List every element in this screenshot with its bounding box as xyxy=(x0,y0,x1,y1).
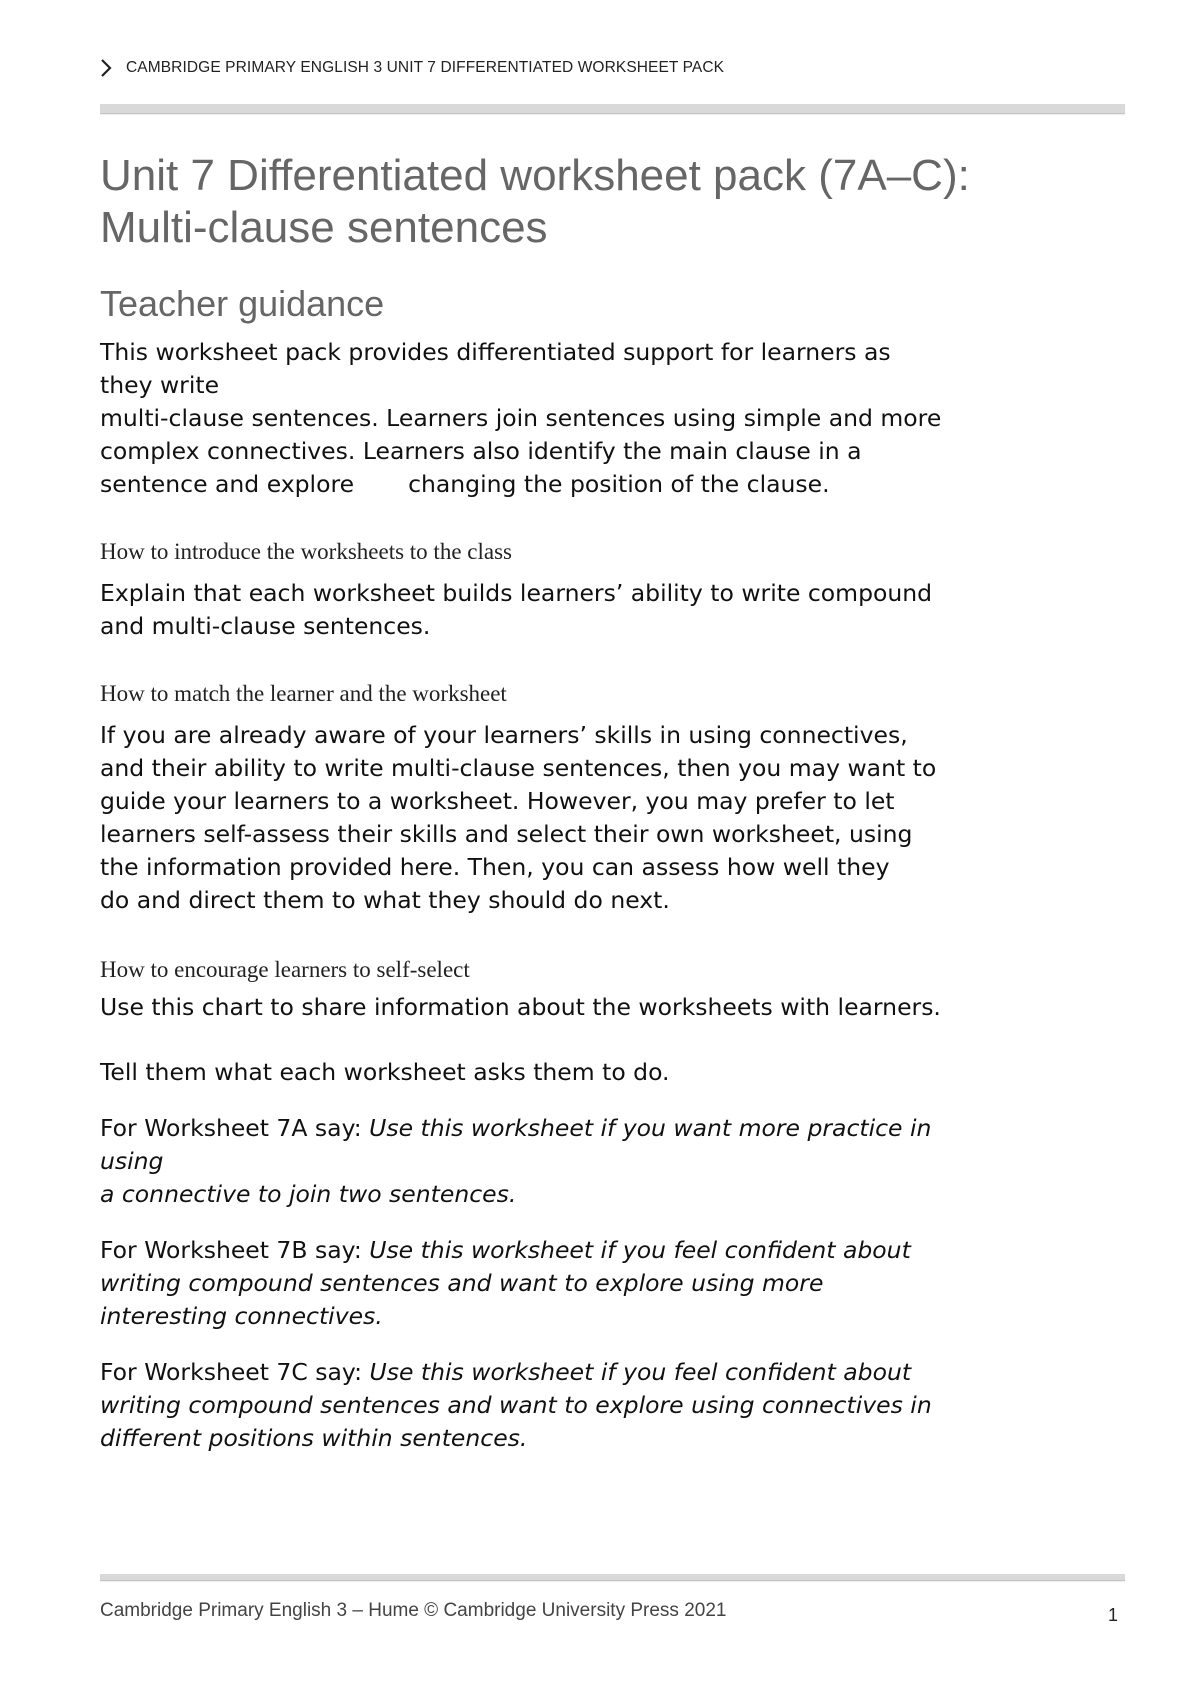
introduce-line: and multi-clause sentences. xyxy=(100,612,431,640)
worksheet-7b-text: interesting connectives. xyxy=(100,1302,383,1330)
intro-line xyxy=(100,468,1130,501)
worksheet-7c-text: writing compound sentences and want to explore using connectives in xyxy=(100,1391,932,1419)
worksheet-7b-lead: For Worksheet 7B say: xyxy=(100,1236,370,1264)
intro-line: complex connectives. Learners also identify the main clause in a xyxy=(100,437,862,465)
worksheet-7c-text: different positions within sentences. xyxy=(100,1424,528,1452)
title-line-1: Unit 7 Differentiated worksheet pack (7A–C): xyxy=(100,151,970,200)
worksheet-7c-text: Use this worksheet if you feel confident about xyxy=(369,1358,912,1386)
intro-line: multi-clause sentences. Learners join sentences using simple and more xyxy=(100,404,942,432)
worksheet-7b-guidance xyxy=(100,1234,1130,1333)
match-line: the information provided here. Then, you can assess how well they xyxy=(100,853,890,881)
introduce-heading: How to introduce the worksheets to the class xyxy=(100,539,512,564)
worksheet-7a-lead: For Worksheet 7A say: xyxy=(100,1114,370,1142)
section-heading: Teacher guidance xyxy=(100,283,385,324)
worksheet-7c-guidance xyxy=(100,1356,1130,1455)
header-divider xyxy=(100,104,1125,114)
worksheet-7a-text: using xyxy=(100,1147,164,1175)
page-title xyxy=(100,150,1130,254)
self-select-paragraph: Use this chart to share information about the worksheets with learners. xyxy=(100,993,941,1021)
worksheet-7b-text: writing compound sentences and want to explore using more xyxy=(100,1269,824,1297)
match-line: and their ability to write multi-clause sentences, then you may want to xyxy=(100,754,937,782)
worksheet-7a-text: a connective to join two sentences. xyxy=(100,1180,517,1208)
worksheet-7b-text: Use this worksheet if you feel confident about xyxy=(369,1236,911,1264)
intro-line: This worksheet pack provides differentiated support for learners as xyxy=(100,338,891,366)
worksheet-7a-text: Use this worksheet if you want more practice in xyxy=(369,1114,932,1142)
match-line: do and direct them to what they should do next. xyxy=(100,886,670,914)
match-line: guide your learners to a worksheet. However, you may prefer to let xyxy=(100,787,895,815)
intro-line-part: changing the position of the clause. xyxy=(408,470,830,498)
self-select-heading: How to encourage learners to self-select xyxy=(100,957,470,982)
intro-line-part: sentence and explore xyxy=(100,470,355,498)
footer-divider xyxy=(100,1574,1125,1581)
match-line: learners self-assess their skills and select their own worksheet, using xyxy=(100,820,913,848)
match-line: If you are already aware of your learners’ skills in using connectives, xyxy=(100,721,908,749)
running-title: CAMBRIDGE PRIMARY ENGLISH 3 UNIT 7 DIFFERENTIATED WORKSHEET PACK xyxy=(126,59,725,76)
intro-paragraph xyxy=(100,336,1130,501)
intro-line: they write xyxy=(100,371,220,399)
worksheet-7a-guidance xyxy=(100,1112,1130,1211)
introduce-line: Explain that each worksheet builds learners’ ability to write compound xyxy=(100,579,933,607)
introduce-paragraph xyxy=(100,577,1130,643)
footer-credit: Cambridge Primary English 3 – Hume © Cambridge University Press 2021 xyxy=(100,1600,727,1621)
tell-paragraph: Tell them what each worksheet asks them to do. xyxy=(100,1058,670,1086)
chevron-right-icon xyxy=(100,58,112,78)
running-header xyxy=(100,58,724,78)
match-heading: How to match the learner and the worksheet xyxy=(100,681,507,706)
worksheet-7c-lead: For Worksheet 7C say: xyxy=(100,1358,370,1386)
title-line-2: Multi-clause sentences xyxy=(100,203,548,252)
page-body xyxy=(100,150,1130,1455)
match-paragraph xyxy=(100,719,1130,917)
page-number: 1 xyxy=(1107,1605,1118,1625)
